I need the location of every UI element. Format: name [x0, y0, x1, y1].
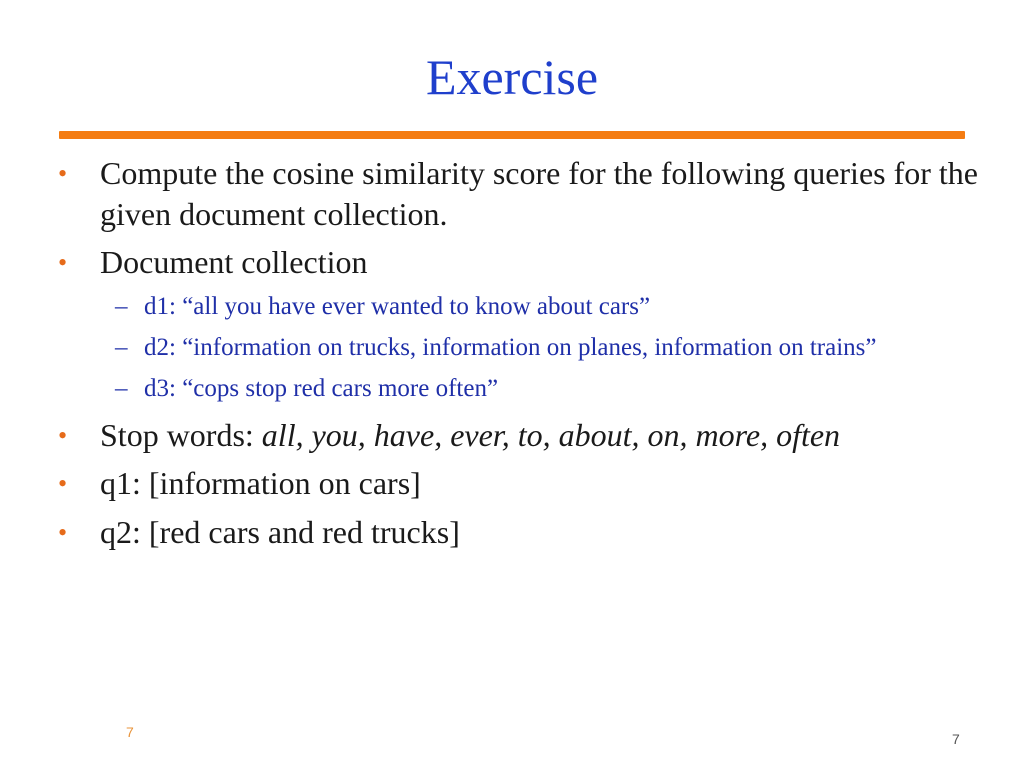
bullet-text	[100, 415, 988, 456]
footer-page-number-right: 7	[952, 731, 960, 747]
slide-title: Exercise	[425, 49, 599, 105]
bullet-item-collection	[58, 242, 988, 283]
document-text: d3: “cops stop red cars more often”	[144, 375, 499, 402]
bullet-text: q1: [information on cars]	[100, 465, 421, 501]
document-item-d1	[115, 292, 995, 322]
bullet-icon: •	[58, 159, 68, 188]
document-item-d2	[115, 333, 995, 363]
bullet-icon: •	[58, 518, 68, 547]
bullet-icon: •	[58, 248, 68, 277]
bullet-text: Document collection	[100, 244, 368, 280]
document-text: d2: “information on trucks, information on planes, information on trains”	[144, 334, 877, 361]
bullet-text: q2: [red cars and red trucks]	[100, 514, 460, 550]
document-text: d1: “all you have ever wanted to know about cars”	[144, 293, 651, 320]
stop-words-list: all, you, have, ever, to, about, on, more, often	[261, 417, 841, 453]
document-item-d3	[115, 374, 995, 404]
bullet-item-task	[58, 153, 988, 235]
stop-words-label: Stop words:	[100, 417, 262, 453]
bullet-item-q2	[58, 512, 988, 553]
dash-icon: –	[115, 293, 128, 320]
title-divider	[59, 131, 965, 139]
bullet-item-stop-words	[58, 415, 988, 456]
footer-page-number-left: 7	[126, 724, 134, 740]
dash-icon: –	[115, 334, 128, 361]
bullet-item-q1	[58, 463, 988, 504]
bullet-icon: •	[58, 469, 68, 498]
dash-icon: –	[115, 375, 128, 402]
bullet-text: Compute the cosine similarity score for the following queries for the given document collection.	[100, 155, 978, 232]
bullet-icon: •	[58, 421, 68, 450]
